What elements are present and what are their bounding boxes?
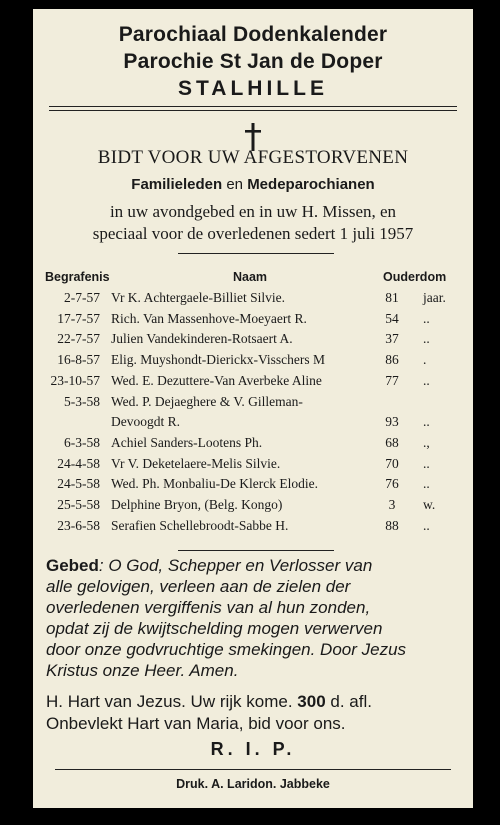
- row-name: Achiel Sanders-Lootens Ph.: [111, 434, 263, 450]
- intro-line-1: in uw avondgebed en in uw H. Missen, en: [109, 202, 397, 221]
- row-date: 25-5-58: [57, 497, 100, 512]
- row-age: 54: [385, 310, 399, 326]
- prayer-text: [46, 555, 460, 681]
- row-age: 93: [385, 414, 399, 430]
- row-name: Wed. Ph. Monbaliu-De Klerck Elodie.: [111, 476, 318, 492]
- row-name: Vr K. Achtergaele-Billiet Silvie.: [111, 290, 286, 305]
- rip-text: R. I. P.: [210, 739, 296, 759]
- prayer-line-1-text: : O God, Schepper en Verlosser van: [98, 556, 373, 575]
- row-date: 6-3-58: [64, 434, 100, 450]
- prayer-line-2: alle gelovigen, verleen aan de zielen der: [46, 577, 351, 596]
- table-row: [33, 394, 473, 414]
- column-header-date: Begrafenis: [45, 270, 110, 284]
- row-date: 16-8-57: [57, 352, 100, 368]
- row-name: Devoogdt R.: [111, 414, 180, 430]
- row-name: Julien Vandekinderen-Rotsaert A.: [111, 331, 293, 347]
- row-unit: .: [423, 352, 427, 368]
- indulgence-unit: d. afl.: [330, 692, 372, 711]
- header-line-3: STALHILLE: [178, 77, 328, 100]
- row-age: 77: [385, 372, 399, 388]
- row-unit: ..: [423, 476, 430, 492]
- table-row: [33, 456, 473, 476]
- row-age: 88: [385, 517, 399, 533]
- indulgence-line-2: Onbevlekt Hart van Maria, bid voor ons.: [46, 714, 346, 733]
- subtitle-parishioners: Medeparochianen: [247, 176, 375, 193]
- row-date: 2-7-57: [64, 290, 100, 305]
- row-age: 76: [385, 476, 399, 492]
- table-row: [33, 311, 473, 331]
- row-unit: w.: [423, 497, 436, 512]
- row-unit: ..: [423, 372, 430, 388]
- row-age: 37: [385, 331, 399, 347]
- row-name: Rich. Van Massenhove-Moeyaert R.: [111, 310, 307, 326]
- intro-subtitle: [33, 176, 473, 193]
- table-row: [33, 331, 473, 351]
- table-rule-top: [178, 253, 334, 254]
- header-line-1: Parochiaal Dodenkalender: [118, 23, 388, 46]
- header-line-2: Parochie St Jan de Doper: [123, 50, 383, 73]
- table-row: [33, 373, 473, 393]
- column-header-name: Naam: [233, 270, 268, 284]
- row-unit: ..: [423, 517, 430, 533]
- memorial-card: [33, 9, 473, 808]
- table-row: [33, 414, 473, 434]
- table-row: [33, 497, 473, 517]
- table-row: [33, 290, 473, 310]
- prayer-line-4: opdat zij de kwijtschelding mogen verwerven: [46, 619, 383, 638]
- indulgence-line-1: [46, 692, 372, 712]
- header-rule-top: [49, 106, 457, 107]
- row-unit: ..: [423, 331, 430, 347]
- row-date: 22-7-57: [57, 331, 100, 347]
- indulgence-prayer: H. Hart van Jezus. Uw rijk kome.: [46, 692, 293, 711]
- row-name: Wed. E. Dezuttere-Van Averbeke Aline: [111, 372, 322, 388]
- prayer-line-3: overledenen vergiffenis van al hun zonden,: [46, 598, 371, 617]
- row-unit: ..: [423, 455, 430, 471]
- row-unit: ..: [423, 414, 430, 430]
- prayer-line-6: Kristus onze Heer. Amen.: [46, 661, 239, 680]
- row-name: Delphine Bryon, (Belg. Kongo): [111, 497, 283, 512]
- table-row: [33, 518, 473, 538]
- intro-line-2: speciaal voor de overledenen sedert 1 juli 1957: [92, 224, 414, 243]
- row-date: 24-5-58: [57, 476, 100, 492]
- row-age: 81: [385, 290, 399, 305]
- subtitle-family: Familieleden: [131, 176, 223, 193]
- prayer-line-1: [46, 555, 460, 576]
- row-unit: jaar.: [423, 290, 446, 305]
- row-date: 24-4-58: [57, 455, 100, 471]
- prayer-label: Gebed: [46, 556, 99, 575]
- row-date: 23-10-57: [50, 372, 100, 388]
- row-date: 17-7-57: [57, 310, 100, 326]
- row-unit: .,: [423, 434, 430, 450]
- row-unit: ..: [423, 310, 430, 326]
- table-row: [33, 476, 473, 496]
- indulgence-days: 300: [297, 692, 326, 711]
- subtitle-conjunction: en: [226, 176, 244, 193]
- prayer-line-5: door onze godvruchtige smekingen. Door Jezus: [46, 640, 407, 659]
- row-name: Wed. P. Dejaeghere & V. Gilleman-: [111, 393, 303, 409]
- row-date: 5-3-58: [64, 393, 100, 409]
- footer-rule: [55, 769, 451, 770]
- row-age: 68: [385, 434, 399, 450]
- table-row: [33, 352, 473, 372]
- printer-credit: Druk. A. Laridon. Jabbeke: [176, 777, 330, 791]
- row-age: 86: [385, 352, 399, 368]
- intro-title: BIDT VOOR UW AFGESTORVENEN: [97, 147, 409, 168]
- row-name: Serafien Schellebroodt-Sabbe H.: [111, 517, 289, 533]
- header-rule-bottom: [49, 110, 457, 111]
- row-name: Vr V. Deketelaere-Melis Silvie.: [111, 455, 281, 471]
- table-rule-bottom: [178, 550, 334, 551]
- row-name: Elig. Muyshondt-Dierickx-Visschers M: [111, 352, 326, 368]
- table-row: [33, 435, 473, 455]
- row-age: 3: [388, 497, 396, 512]
- row-date: 23-6-58: [57, 517, 100, 533]
- column-header-age: Ouderdom: [383, 270, 447, 284]
- row-age: 70: [385, 455, 399, 471]
